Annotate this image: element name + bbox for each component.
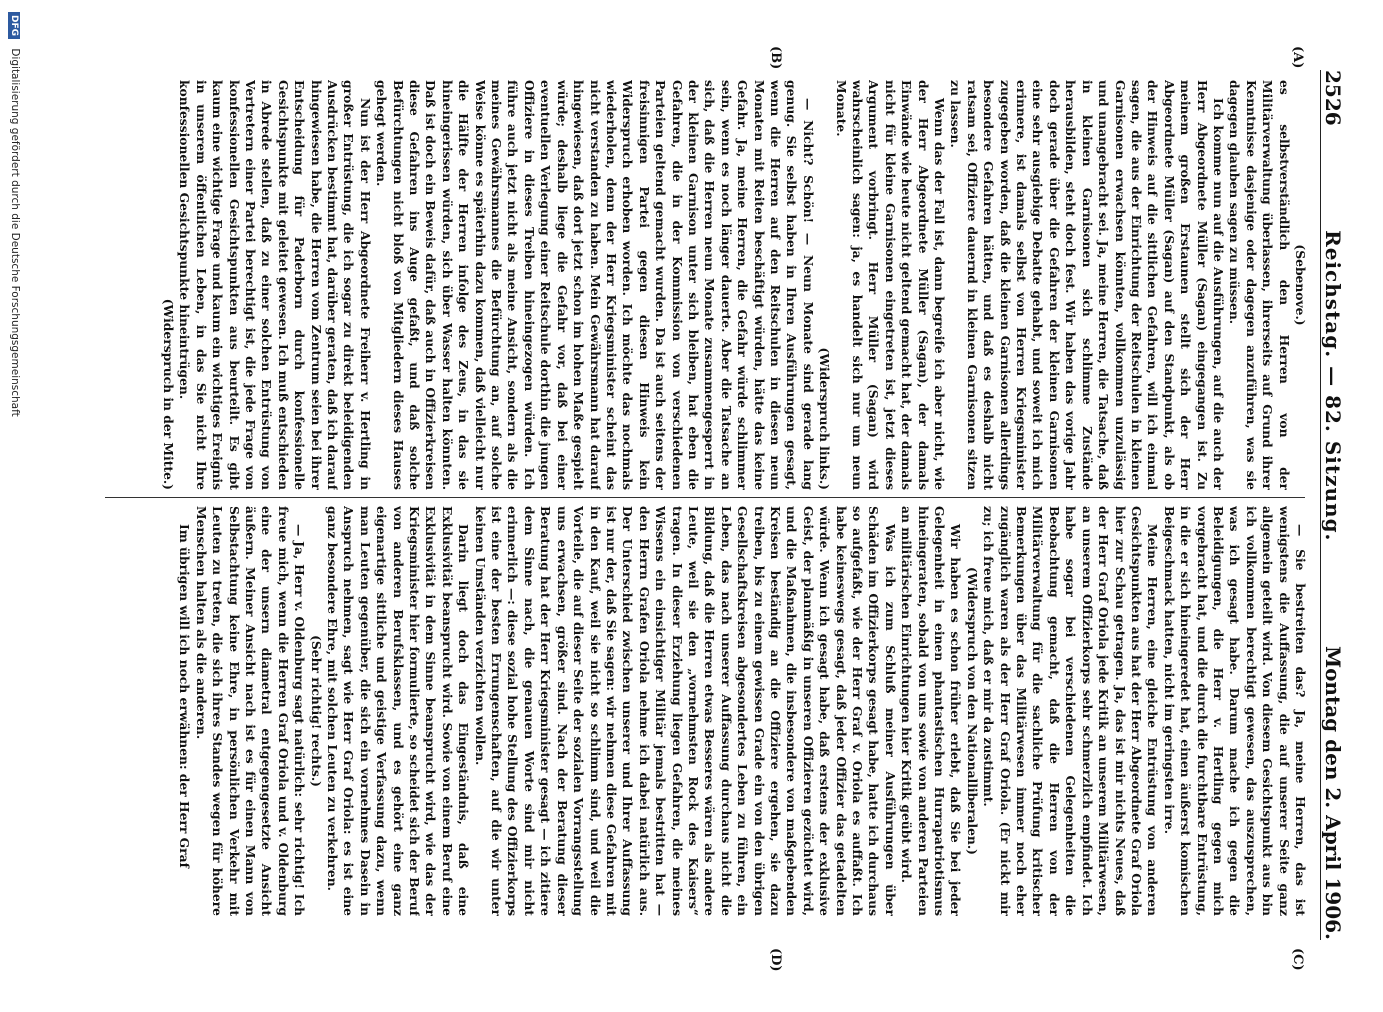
funding-footer bbox=[1, 0, 21, 1012]
page-title: Reichstag. — 82. Sitzung. bbox=[1321, 230, 1345, 542]
column-divider bbox=[105, 497, 1305, 498]
paragraph: Was ich zum Schluß meiner Ausführungen über Schäden im Offizierkorps gesagt habe, hatte ich durchaus so aufgefaßt, wie der Herr Graf v. Oriola es auffaßt. Ich habe keineswegs gesagt, daß jeder Offizier das getadelten würde. Wenn ich gesagt habe, daß erstens der exklusive Geist, der planmäßig in unseren Offizieren gezüchtet wird, und die Maßnahmen, die insbesondere von maßgebenden Kreisen beständig an die Offiziere ergehen, sie dazu treiben, bis zu einem gewissen Grade ein von den übrigen Gesellschaftskreisen abgesondertes Leben zu führen, ein Leben, das nach unserer Auffassung durchaus nicht die Bildung, daß die Herren etwas Besseres wären als andere Leute, weil sie den „vornehmsten Rock des Kaisers“ tragen. In dieser Erziehung liegen Gefahren, die meines Wissens ein einsichtiger Militär jemals bestritten hat — den Herrn Grafen Oriola nehme ich dabei natürlich aus. Der Unterschied zwischen unserer und Ihrer Auffassung ist nur der, daß Sie sagen: wir nehmen diese Gefahren mit in den Kauf, weil sie nicht so schlimm sind, und weil die Vorteile, die auf dieser Seite der sozialen Vorrangsstellung uns erwachsen, größer sind. Nach der Beratung dieser Beratung hat der Herr Kriegsminister gesagt — ich zitiere dem Sinne nach, die genauen Worte sind mir nicht erinnerlich —: diese sozial hohe Stellung des Offizierkorps ist eine der besten Errungenschaften, auf die wir unter keinen Umständen verzichten wollen. bbox=[472, 506, 898, 916]
paragraph: — Nicht? Schön! — Neun Monate sind gerade lang genug. Sie selbst haben in Ihren Ausführungen gesagt, wenn die Herren auf den Reitschulen in diesen neun Monaten mit Reiten beschäftigt würden, hätte das keine Gefahr. Ja, meine Herren, die Gefahr würde schlimmer sein, wenn es noch länger dauerte. Aber die Tatsache an sich, daß die Herren neun Monate zusammengesperrt in der kleinen Garnison unter sich bleiben, hat eben die Gefahren, die in der Kommission von verschiedenen Parteien geltend gemacht wurden. Da ist auch seitens der freisinnigen Partei gegen diesen Hinweis kein Widerspruch erhoben worden. Ich möchte das nochmals wiederholen, denn der Herr Kriegsminister scheint das nicht verstanden zu haben. Mein Gewährsmann hat darauf hingewiesen, daß dort jetzt schon im hohen Maße gespielt würde; deshalb liege die Gefahr vor, daß bei einer eventuellen Verlegung einer Reitschule dorthin die jungen Offiziere in dieses Treiben hineingezogen würden. Ich führe auch jetzt nicht als meine Ansicht, sondern als die meines Gewährsmannes die Befürchtung an, auf solche Weise könne es späterhin dazu kommen, daß vielleicht nur die Hälfte der Herren infolge des Zeus, in das sie hineingerissen würden, sich über Wasser halten könnten. Daß ist doch ein Beweis dafür, daß auch in Offizierkreisen diese Gefahren ins Auge gefaßt, und daß solche Befürchtungen nicht bloß von Mitgliedern dieses Hauses gehegt werden. bbox=[374, 80, 816, 490]
paragraph: — Ja, Herr v. Oldenburg sagt natürlich: sehr richtig! Ich freue mich, wenn die Herren Graf Oriola und v. Oldenburg eine der unsern diametral entgegengesetzte Ansicht äußern. Meiner Ansicht nach ist es für einen Mann von Selbstachtung keine Ehre, in persönlichen Verkehr mit Leuten zu treten, die sich ihres Standes wegen für höhere Menschen halten als die anderen. bbox=[193, 506, 308, 916]
margin-mark-d: (D) bbox=[768, 948, 783, 972]
margin-mark-b: (B) bbox=[768, 46, 783, 70]
paragraph: Nun ist der Herr Abgeordnete Freiherr v. Hertling in großer Entrüstung, die ich sogar zu direkt beleidigenden Ausdrücken bestimmt hat, darüber geraten, daß ich darauf hingewiesen habe, die Herren vom Zentrum seien bei ihrer Entscheidung für Paderborn durch konfessionelle Gesichtspunkte mit geleitet gewesen. Ich muß entschieden in Abrede stellen, daß zu einer solchen Entrüstung von Vertretern einer Partei berechtigt ist, die jede Frage von konfessionellen Gesichtspunkten aus beurteilt. Es gibt kaum eine wichtige Frage und kaum ein wichtiges Ereignis in unserem öffentlichen Leben, in das Sie nicht Ihre konfessionellen Gesichtspunkte hineintrügen. bbox=[177, 80, 373, 490]
speaker-label: (Sebenove.) bbox=[1293, 244, 1308, 326]
dfg-logo: DFG bbox=[8, 12, 20, 39]
interjection: (Sehr richtig! rechts.) bbox=[308, 635, 324, 787]
paragraph: Wenn das der Fall ist, dann begreife ich aber nicht, wie der Herr Abgeordnete Müller (Sagan), der damals Einwände wie heute nicht geltend gemacht hat, der damals nicht für kleine Garnisonen eingetreten ist, jetzt dieses Argument vorbringt. Herr Müller (Sagan) wird wahrscheinlich sagen: ja, es handelt sich nur um neun Monate. bbox=[833, 80, 948, 490]
margin-mark-c: (C) bbox=[1290, 948, 1305, 971]
paragraph: Wir haben es schon früher erlebt, daß Sie bei jeder Gelegenheit in einen phantastischen Hurrapatriotismus hineingeraten, sobald von uns sowie von anderen Parteien an militärischen Einrichtungen hier Kritik geübt wird. bbox=[899, 506, 964, 916]
paragraph: Im übrigen will ich noch erwähnen: der Herr Graf bbox=[177, 524, 193, 868]
session-date: Montag den 2. April 1906. bbox=[1321, 645, 1345, 940]
paragraph: Meine Herren, eine gleiche Entrüstung von anderen Gesichtspunkten aus hat der Herr Abgeordnete Graf Oriola hier zur Schau getragen. Ja, das ist mir nichts Neues, daß der Herr Graf Oriola jede Kritik an unserem Militärwesen, an unserem Offizierkorps sehr schmerzlich empfindet. Ich habe sogar bei verschiedenen Gelegenheiten die Beobachtung gemacht, daß die Herren von der Militärverwaltung für die sachliche Prüfung kritischer Bemerkungen über das Militärwesen immer noch eher zugänglich waren als der Herr Graf Oriola. (Er nickt mir zu; ich freue mich, daß er mir da zustimmt. bbox=[981, 506, 1161, 916]
paragraph: Ich komme nun auf die Ausführungen, auf die auch der Herr Abgeordnete Müller (Sagan) eingegangen ist. Zu meinem großen Erstaunen stellt sich der Herr Abgeordnete Müller (Sagan) auf den Standpunkt, als ob der Hinweis auf die sittlichen Gefahren, will ich einmal sagen, die aus der Einrichtung der Reitschulen in kleinen Garnisonen erwachsen könnten, vollkommen unzulässig und unangebracht sei. Ja, meine Herren, die Tatsache, daß in kleinen Garnisonen sich schlimme Zustände herausbilden, steht doch fest. Wir haben das vorige Jahr doch gerade über die Gefahren der kleinen Garnisonen eine sehr ausgiebige Debatte gehabt, und soweit ich mich erinnere, ist damals selbst von Herren Kriegsminister zugegeben worden, daß die kleinen Garnisonen allerdings besondere Gefahren hätten, und daß es deshalb nicht ratsam sei, Offiziere dauernd in kleinen Garnisonen sitzen zu lassen. bbox=[948, 80, 1226, 490]
right-text-column bbox=[108, 506, 1308, 916]
interjection: (Widerspruch von den Nationalliberalen.) bbox=[964, 567, 980, 855]
interjection: (Widerspruch links.) bbox=[817, 347, 833, 490]
footer-text: Digitalisierung gefördert durch die Deutsche Forschungsgemeinschaft bbox=[9, 48, 21, 417]
left-text-column bbox=[108, 80, 1308, 490]
paragraph: es selbstverständlich den Herren von der Militärverwaltung überlassen, ihrerseits auf Grund ihrer Kenntnisse dasjenige oder dagegen anzuführen, was sie dagegen glauben sagen zu müssen. bbox=[1227, 80, 1292, 490]
paragraph: — Sie bestreiten das? Ja, meine Herren, das ist wenigstens die Auffassung, die auf unserer Seite ganz allgemein geteilt wird. Von diesem Gesichtspunkt aus bin ich vollkommen berechtigt gewesen, das auszusprechen, was ich gesagt habe. Darum mache ich gegen die Beleidigungen, die Herr v. Hertling gegen mich vorgebracht hat, und die durch die furchtbare Entrüstung, in die er sich hineingeredet hat, einen äußerst komischen Beigeschmack hatten, nicht im geringsten irre. bbox=[1161, 506, 1308, 916]
interjection: (Widerspruch in der Mitte.) bbox=[160, 298, 176, 490]
margin-mark-a: (A) bbox=[1290, 46, 1305, 69]
page-header bbox=[1320, 70, 1361, 940]
page-number: 2526 bbox=[1321, 70, 1345, 126]
paragraph: Darin liegt doch das Eingeständnis, daß eine Exklusivität beansprucht wird. Sowie von einem Beruf eine Exklusivität in dem Sinne beansprucht wird, wie das der Kriegsminister hier formulierte, so scheidet sich der Beruf von anderen Berufsklassen, und es gehört eine ganz eigenartige sittliche und geistige Verfassung dazu, wenn man Leuten gegenüber, die sich ein vornehmes Dasein in Anspruch nehmen, sagt wie Herr Graf Oriola: es ist eine ganz besondere Ehre, mit solchen Leuten zu verkehren. bbox=[325, 506, 472, 916]
